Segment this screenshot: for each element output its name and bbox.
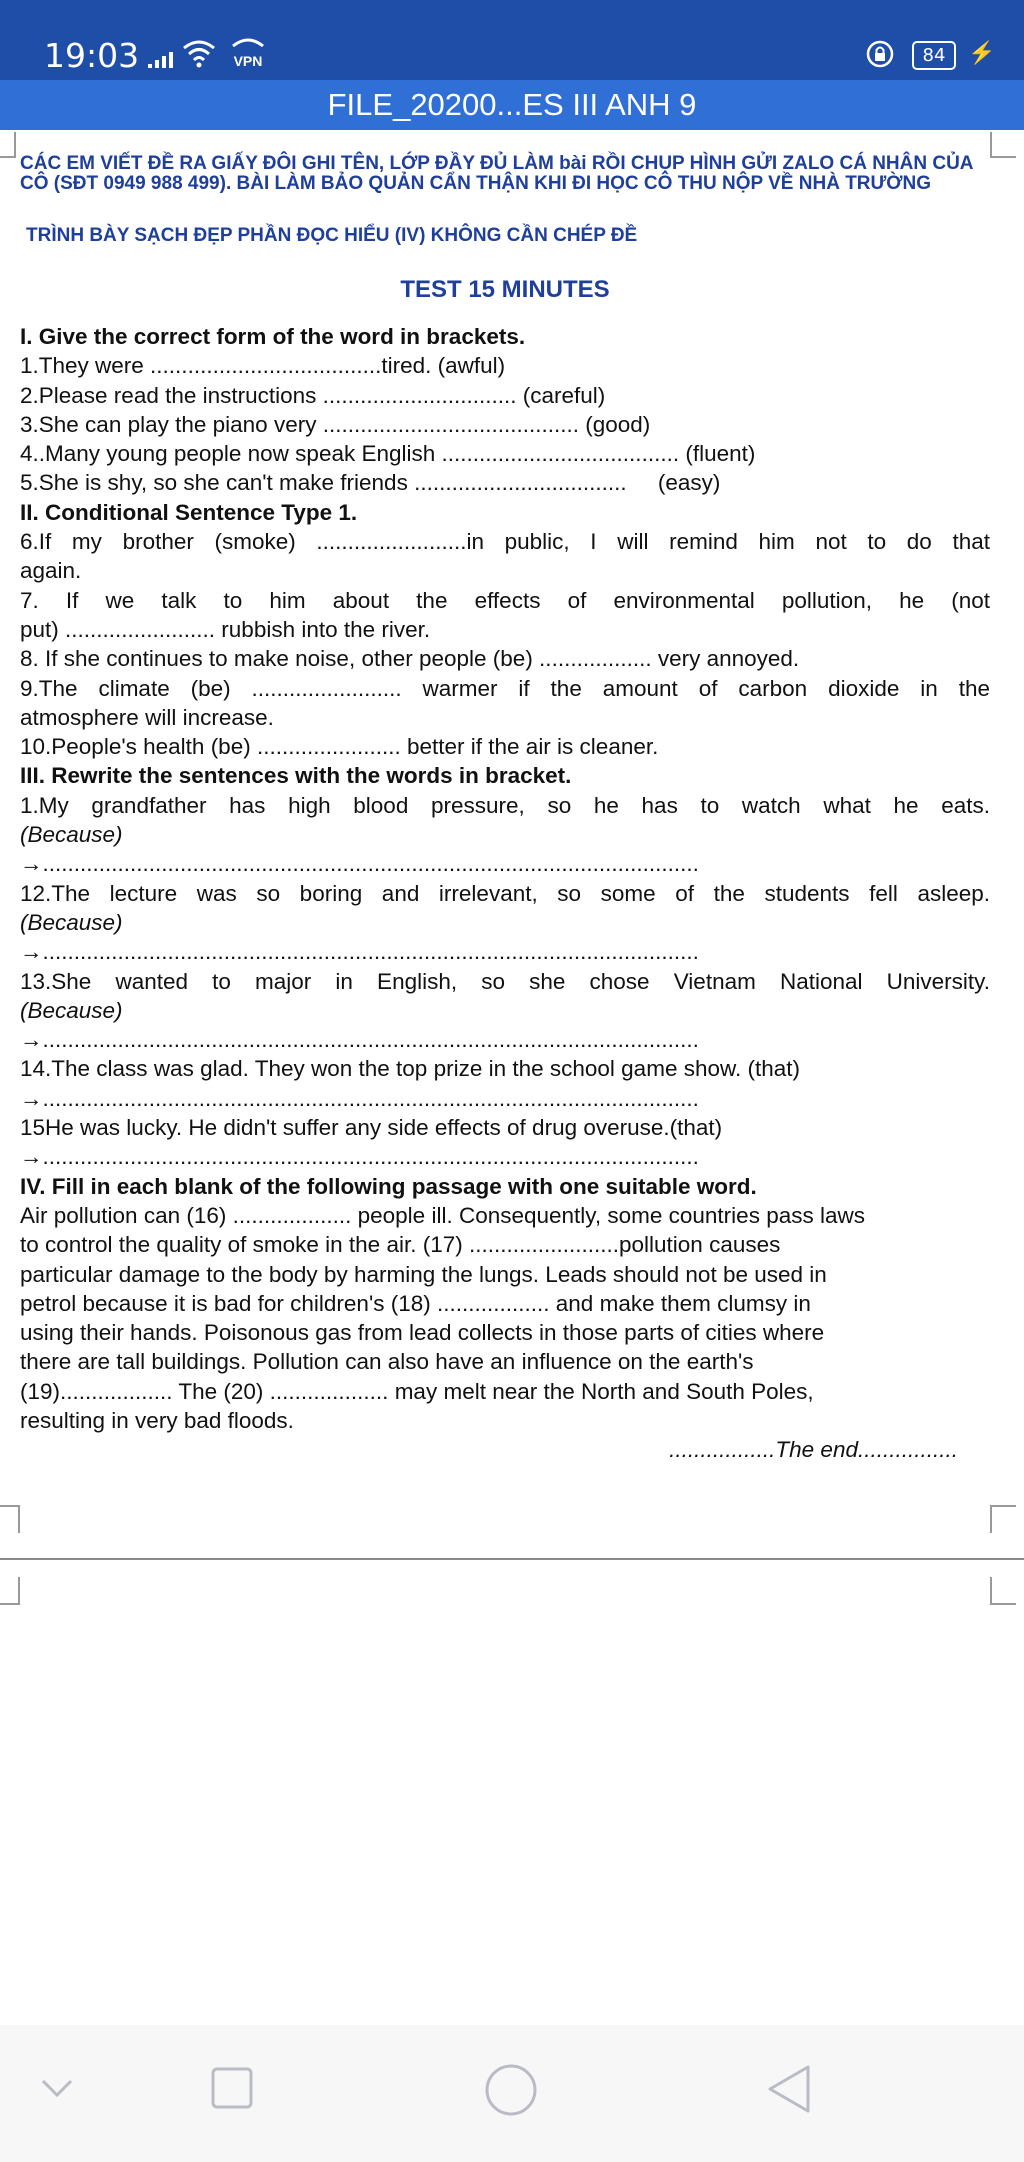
answer-line: →......................................................................................................... (20, 1027, 699, 1053)
vpn-label: VPN (233, 53, 263, 69)
document-page[interactable] (0, 130, 1024, 1565)
status-time: 19:03 (44, 36, 140, 75)
passage-line: Air pollution can (16) ................... people ill. Consequently, some countries pass laws (20, 1202, 865, 1228)
test-title: TEST 15 MINUTES (400, 276, 610, 303)
passage-line: there are tall buildings. Pollution can also have an influence on the earth's (20, 1349, 754, 1375)
question-line: 3.She can play the piano very ......................................... (good) (20, 411, 651, 437)
question-line: 4..Many young people now speak English ...................................... (fluent) (20, 441, 756, 467)
battery-icon (912, 41, 956, 70)
passage-line: resulting in very bad floods. (20, 1407, 294, 1433)
passage-line: to control the quality of smoke in the air. (17) ........................pollution causes (20, 1232, 781, 1258)
passage-line: particular damage to the body by harming the lungs. Leads should not be used in (20, 1261, 827, 1287)
section-heading: III. Rewrite the sentences with the words in bracket. (20, 763, 572, 789)
question-line: 14.The class was glad. They won the top prize in the school game show. (that) (20, 1056, 801, 1082)
question-line: atmosphere will increase. (20, 704, 274, 730)
section-heading: IV. Fill in each blank of the following passage with one suitable word. (20, 1173, 757, 1199)
passage-line: petrol because it is bad for children's (18) .................. and make them clumsy in (20, 1290, 811, 1316)
question-line: 1.They were .....................................tired. (awful) (20, 353, 506, 379)
passage-line: (19).................. The (20) ................... may melt near the North and South Poles, (20, 1378, 814, 1404)
document-title: FILE_20200...ES III ANH 9 (327, 87, 697, 122)
answer-line: →......................................................................................................... (20, 1144, 699, 1170)
charging-icon: ⚡ (968, 40, 996, 65)
circle-icon[interactable] (484, 2063, 538, 2117)
question-line: 12.The lecture was so boring and irrelevant, so some of the students fell asleep. (20, 880, 990, 906)
lock-icon (866, 40, 894, 68)
notice-line-2: CÔ (SĐT 0949 988 499). BÀI LÀM BẢO QUẢN CẨN THẬN KHI ĐI HỌC CÔ THU NỘP VỀ NHÀ TRƯỜNG (20, 173, 931, 194)
battery-level: 84 (922, 45, 946, 66)
system-nav-bar (0, 2025, 1024, 2162)
signal-icon (148, 50, 174, 70)
question-line: again. (20, 558, 82, 584)
vpn-icon (230, 36, 266, 70)
answer-line: →......................................................................................................... (20, 851, 699, 877)
question-line: 8. If she continues to make noise, other people (be) .................. very annoyed. (20, 646, 800, 672)
triangle-back-icon[interactable] (766, 2063, 812, 2115)
question-line: 15He was lucky. He didn't suffer any side effects of drug overuse.(that) (20, 1115, 723, 1141)
notice-line-1: CÁC EM VIẾT ĐỀ RA GIẤY ĐÔI GHI TÊN, LỚP ĐẦY ĐỦ LÀM bài RỒI CHỤP HÌNH GỬI ZALO CÁ NHÂN CỦA (20, 153, 974, 174)
page-divider (0, 1558, 1024, 1560)
document-title-bar[interactable] (0, 80, 1024, 130)
answer-line: →......................................................................................................... (20, 1085, 699, 1111)
question-line: 1.My grandfather has high blood pressure, so he has to watch what he eats. (20, 792, 990, 818)
question-hint: (Because) (20, 997, 123, 1023)
wifi-icon (182, 38, 216, 68)
the-end: .................The end................ (669, 1437, 958, 1463)
question-hint: (Because) (20, 909, 123, 935)
question-hint: (Because) (20, 822, 123, 848)
question-line: 10.People's health (be) ....................... better if the air is cleaner. (20, 734, 659, 760)
notice-line-3: TRÌNH BÀY SẠCH ĐẸP PHẦN ĐỌC HIỂU (IV) KHÔNG CẦN CHÉP ĐỀ (26, 225, 638, 246)
square-icon[interactable] (210, 2066, 254, 2110)
question-line: 7. If we talk to him about the effects of environmental pollution, he (not (20, 587, 990, 613)
question-line: 2.Please read the instructions ............................... (careful) (20, 382, 606, 408)
question-line: 9.The climate (be) ........................ warmer if the amount of carbon dioxide in the (20, 675, 990, 701)
exercise-text (20, 322, 990, 1465)
passage-line: using their hands. Poisonous gas from lead collects in those parts of cities where (20, 1320, 825, 1346)
section-heading: I. Give the correct form of the word in brackets. (20, 324, 526, 349)
answer-line: →......................................................................................................... (20, 939, 699, 965)
question-line: 13.She wanted to major in English, so she chose Vietnam National University. (20, 968, 990, 994)
status-bar (0, 0, 1024, 80)
question-line: 6.If my brother (smoke) ........................in public, I will remind him not to do that (20, 529, 990, 555)
question-line: put) ........................ rubbish into the river. (20, 616, 431, 642)
chevron-down-icon[interactable] (40, 2077, 74, 2099)
section-heading: II. Conditional Sentence Type 1. (20, 499, 358, 525)
question-line: 5.She is shy, so she can't make friends .................................. (easy) (20, 470, 721, 496)
